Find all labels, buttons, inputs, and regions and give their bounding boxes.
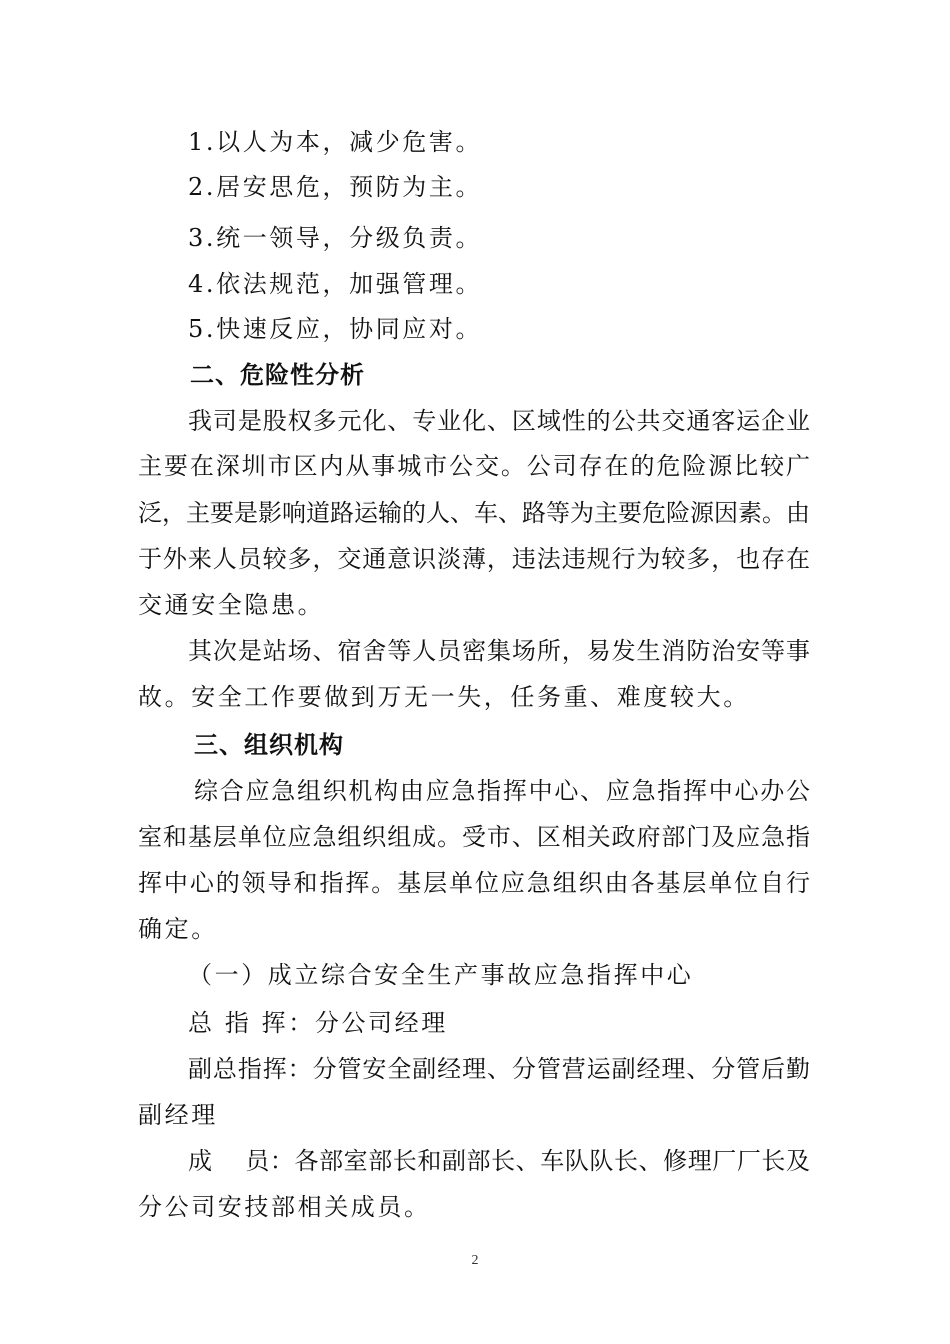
paragraph-line: 于外来人员较多，交通意识淡薄，违法违规行为较多，也存在 (138, 545, 810, 573)
principle-item: 4.依法规范，加强管理。 (188, 270, 483, 298)
paragraph-line: 泛，主要是影响道路运输的人、车、路等为主要危险源因素。由 (138, 499, 810, 527)
paragraph-line: 室和基层单位应急组织组成。受市、区相关政府部门及应急指 (138, 823, 810, 851)
role-members-continued: 分公司安技部相关成员。 (138, 1193, 431, 1221)
paragraph-line: 故。安全工作要做到万无一失，任务重、难度较大。 (138, 683, 750, 711)
principle-item: 3.统一领导，分级负责。 (188, 224, 483, 252)
paragraph-line: 主要在深圳市区内从事城市公交。公司存在的危险源比较广 (138, 452, 810, 480)
principle-item: 1.以人为本，减少危害。 (188, 128, 483, 156)
paragraph-line: 确定。 (138, 915, 218, 943)
paragraph-line: 其次是站场、宿舍等人员密集场所，易发生消防治安等事 (188, 637, 810, 665)
role-deputy-continued: 副经理 (138, 1101, 218, 1129)
paragraph-line: 挥中心的领导和指挥。基层单位应急组织由各基层单位自行 (138, 869, 810, 897)
paragraph-line: 综合应急组织机构由应急指挥中心、应急指挥中心办公 (194, 777, 810, 805)
principle-item: 2.居安思危，预防为主。 (188, 173, 483, 201)
section-heading: 三、组织机构 (194, 731, 344, 759)
paragraph-line: 我司是股权多元化、专业化、区域性的公共交通客运企业 (188, 407, 810, 435)
role-deputy: 副总指挥：分管安全副经理、分管营运副经理、分管后勤 (188, 1055, 810, 1083)
page-number: 2 (471, 1253, 479, 1268)
paragraph-line: 交通安全隐患。 (138, 591, 325, 619)
principle-item: 5.快速反应，协同应对。 (188, 315, 483, 343)
subheading: （一）成立综合安全生产事故应急指挥中心 (188, 961, 694, 989)
section-heading: 二、危险性分析 (190, 361, 365, 389)
role-commander: 总 指 挥：分公司经理 (188, 1009, 448, 1037)
role-members: 成 员：各部室部长和副部长、车队队长、修理厂厂长及 (188, 1147, 810, 1175)
